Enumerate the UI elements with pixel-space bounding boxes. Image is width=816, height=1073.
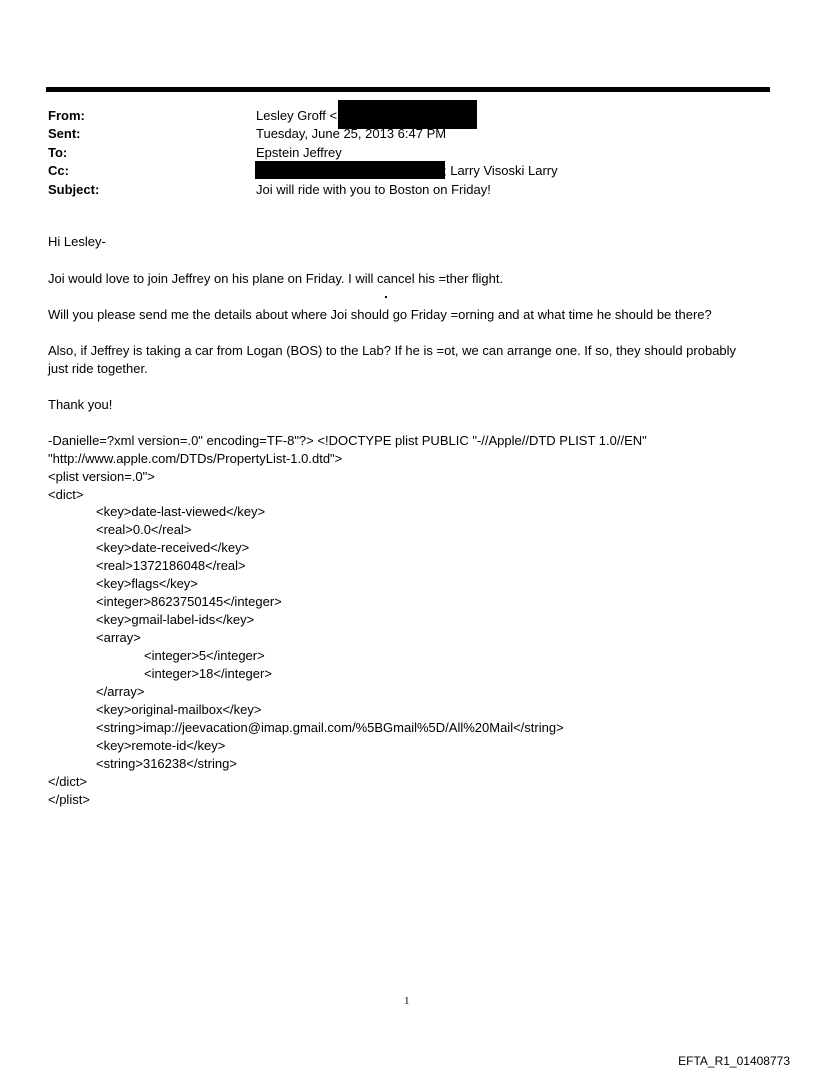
sent-value: Tuesday, June 25, 2013 6:47 PM	[256, 126, 447, 141]
plist-line: <real>0.0</real>	[96, 522, 192, 537]
plist-line: <key>date-last-viewed</key>	[96, 504, 266, 519]
thanks-line: Thank you!	[48, 397, 113, 412]
document-id: EFTA_R1_01408773	[678, 1054, 790, 1068]
subject-label: Subject:	[48, 182, 100, 197]
plist-line: <integer>8623750145</integer>	[96, 594, 282, 609]
plist-line: <integer>5</integer>	[144, 648, 265, 663]
subject-value: Joi will ride with you to Boston on Friday!	[256, 182, 491, 197]
plist-line: </dict>	[48, 774, 88, 789]
plist-line: <string>imap://jeevacation@imap.gmail.com/%5BGmail%5D/All%20Mail</string>	[96, 720, 564, 735]
body-paragraph-1: Joi would love to join Jeffrey on his plane on Friday. I will cancel his =ther flight.	[48, 271, 504, 286]
plist-line: -Danielle=?xml version=.0" encoding=TF-8"?> <!DOCTYPE plist PUBLIC "-//Apple//DTD PLIST 1.0//EN"	[48, 433, 647, 448]
plist-line: <real>1372186048</real>	[96, 558, 246, 573]
plist-line: "http://www.apple.com/DTDs/PropertyList-1.0.dtd">	[48, 451, 343, 466]
sent-label: Sent:	[48, 126, 81, 141]
to-value: Epstein Jeffrey	[256, 145, 342, 160]
header-rule	[46, 87, 770, 92]
page-number: 1	[404, 995, 410, 1007]
cc-value: ; Larry Visoski Larry	[443, 163, 558, 178]
greeting: Hi Lesley-	[48, 234, 106, 249]
cc-label: Cc:	[48, 163, 69, 178]
to-label: To:	[48, 145, 68, 160]
plist-line: <key>date-received</key>	[96, 540, 250, 555]
plist-line: <key>flags</key>	[96, 576, 198, 591]
plist-line: <integer>18</integer>	[144, 666, 272, 681]
stray-dot	[385, 296, 387, 298]
from-label: From:	[48, 108, 85, 123]
plist-line: <string>316238</string>	[96, 756, 237, 771]
plist-line: <key>remote-id</key>	[96, 738, 226, 753]
redaction-cc	[255, 161, 445, 179]
plist-line: <plist version=.0">	[48, 469, 155, 484]
plist-line: <array>	[96, 630, 141, 645]
plist-line: <key>gmail-label-ids</key>	[96, 612, 255, 627]
plist-line: <dict>	[48, 487, 84, 502]
plist-line: <key>original-mailbox</key>	[96, 702, 262, 717]
body-paragraph-3-line-1: Also, if Jeffrey is taking a car from Logan (BOS) to the Lab? If he is =ot, we can arrange one. If so, they should probably	[48, 343, 737, 358]
plist-line: </array>	[96, 684, 145, 699]
body-paragraph-2: Will you please send me the details about where Joi should go Friday =orning and at what time he should be there?	[48, 307, 712, 322]
plist-line: </plist>	[48, 792, 90, 807]
body-paragraph-3-line-2: just ride together.	[48, 361, 148, 376]
from-value: Lesley Groff <	[256, 108, 338, 123]
